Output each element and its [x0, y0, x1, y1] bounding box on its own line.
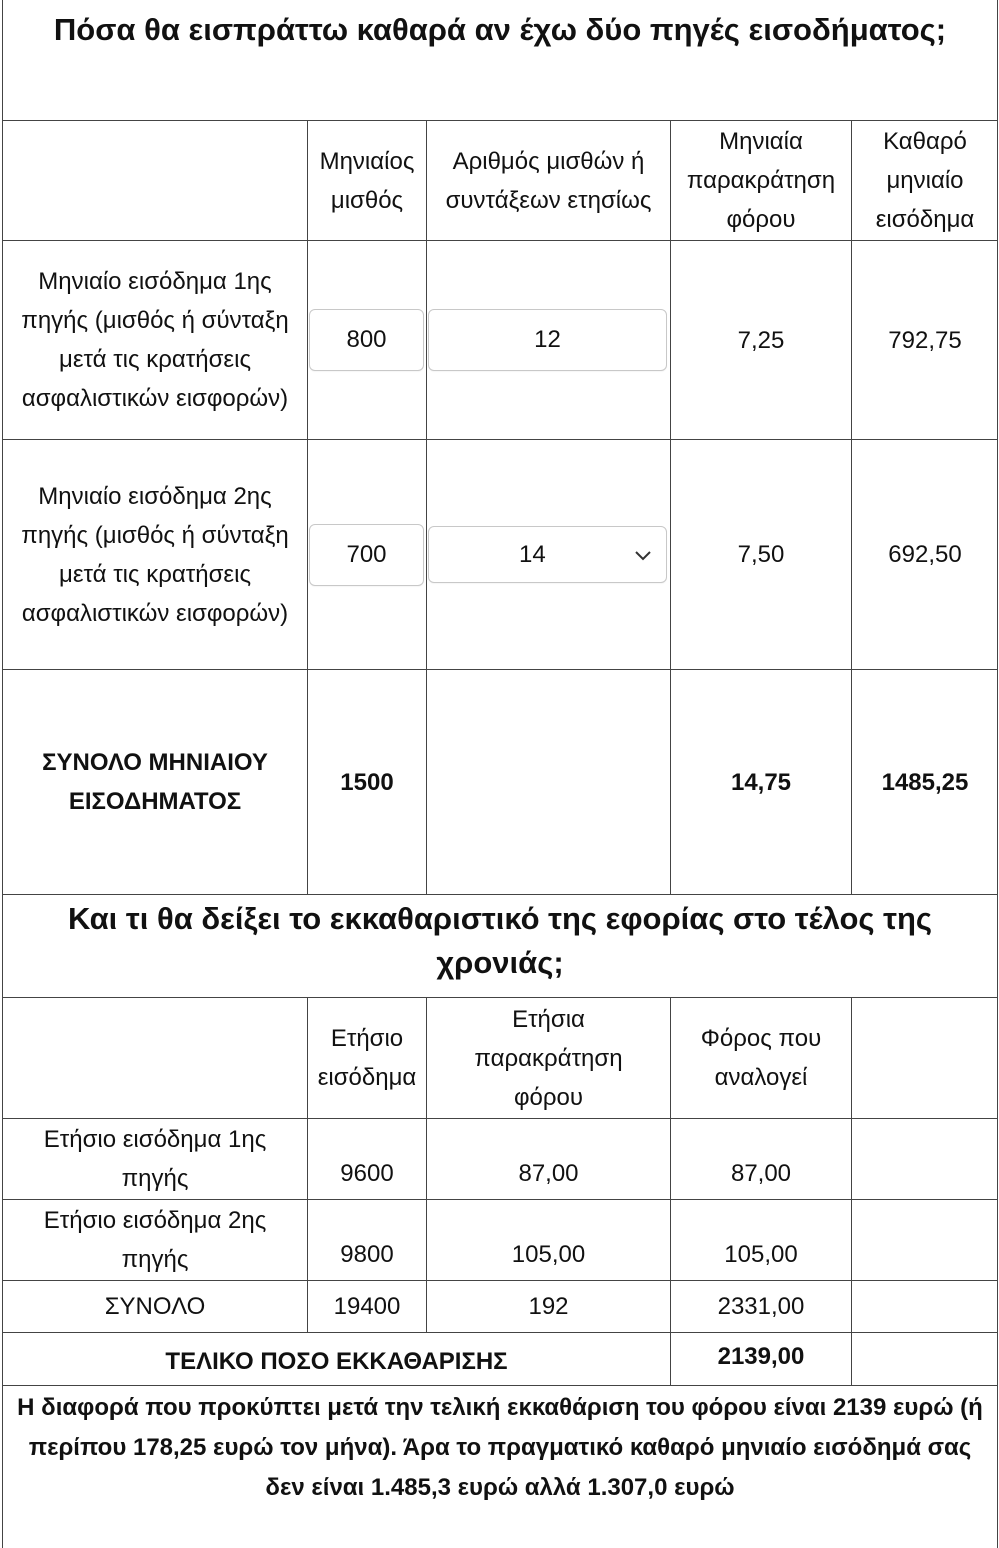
annual-withholding-source-2: 105,00	[511, 1241, 586, 1268]
annual-total-tax-due: 2331,00	[717, 1293, 805, 1320]
divider	[2, 894, 998, 895]
row-label-source-1: Μηνιαίο εισόδημα 1ης πηγής (μισθός ή σύνταξη μετά τις κρατήσεις ασφαλιστικών εισφορών)	[21, 268, 289, 412]
final-settlement-label: ΤΕΛΙΚΟ ΠΟΣΟ ΕΚΚΑΘΑΡΙΣΗΣ	[165, 1348, 508, 1375]
net-income-source-2: 692,50	[888, 541, 962, 568]
header-annual-income: Ετήσιο εισόδημα	[317, 1025, 417, 1091]
annual-section-title: Και τι θα δείξει το εκκαθαριστικό της εφορίας στο τέλος της χρονιάς;	[67, 901, 933, 980]
header-tax-due: Φόρος που αναλογεί	[700, 1025, 822, 1091]
tax-due-source-2: 105,00	[724, 1241, 798, 1268]
row-label-source-2: Μηνιαίο εισόδημα 2ης πηγής (μισθός ή σύνταξη μετά τις κρατήσεις ασφαλιστικών εισφορών)	[21, 482, 289, 627]
payments-select-source-2[interactable]	[428, 526, 667, 583]
tax-due-source-1: 87,00	[730, 1160, 792, 1187]
salary-input-value: 800	[346, 326, 387, 353]
annual-withholding-source-1: 87,00	[518, 1160, 579, 1187]
annual-total-label: ΣΥΝΟΛΟ	[104, 1293, 206, 1320]
divider	[2, 1385, 998, 1386]
annual-total-withholding: 192	[528, 1293, 569, 1320]
salary-input-source-1[interactable]	[309, 309, 424, 371]
header-net-monthly-income: Καθαρό μηνιαίο εισόδημα	[875, 128, 975, 233]
salary-input-source-2[interactable]	[309, 524, 424, 586]
divider	[851, 997, 852, 1385]
payments-input-source-1[interactable]	[428, 309, 667, 371]
annual-income-source-2: 9800	[340, 1241, 394, 1268]
header-payments-per-year: Αριθμός μισθών ή συντάξεων ετησίως	[445, 147, 652, 214]
total-monthly-withholding: 14,75	[730, 768, 792, 796]
annual-row-label-source-1: Ετήσιο εισόδημα 1ης πηγής	[43, 1126, 267, 1192]
withholding-source-1: 7,25	[737, 326, 785, 354]
annual-total-income: 19400	[333, 1293, 401, 1320]
payments-select-value: 14	[519, 540, 546, 568]
payments-input-value: 12	[534, 326, 561, 353]
total-net-monthly-income: 1485,25	[881, 768, 969, 796]
chevron-down-icon	[634, 549, 652, 561]
net-income-source-1: 792,75	[888, 326, 962, 354]
header-monthly-salary: Μηνιαίος μισθός	[319, 147, 415, 214]
annual-income-source-1: 9600	[340, 1160, 394, 1187]
annual-row-label-source-2: Ετήσιο εισόδημα 2ης πηγής	[43, 1207, 267, 1273]
final-settlement-amount: 2139,00	[717, 1343, 805, 1370]
withholding-source-2: 7,50	[737, 541, 785, 568]
salary-input-value: 700	[346, 541, 387, 568]
header-monthly-withholding: Μηνιαία παρακράτηση φόρου	[686, 128, 836, 233]
summary-text: Η διαφορά που προκύπτει μετά την τελική εκκαθάριση του φόρου είναι 2139 ευρώ (ή περίπου 178,25 ευρώ τον μήνα). Άρα το πραγματικό καθαρό μηνιαίο εισόδημά σας δεν είναι 1.485,3 ευρώ αλλά 1.307,0 ευρώ	[17, 1394, 983, 1501]
page-title: Πόσα θα εισπράττω καθαρά αν έχω δύο πηγές εισοδήματος;	[53, 12, 947, 47]
total-monthly-salary: 1500	[340, 768, 394, 796]
total-monthly-label: ΣΥΝΟΛΟ ΜΗΝΙΑΙΟΥ ΕΙΣΟΔΗΜΑΤΟΣ	[42, 749, 268, 815]
header-annual-withholding: Ετήσια παρακράτηση φόρου	[474, 1005, 623, 1111]
